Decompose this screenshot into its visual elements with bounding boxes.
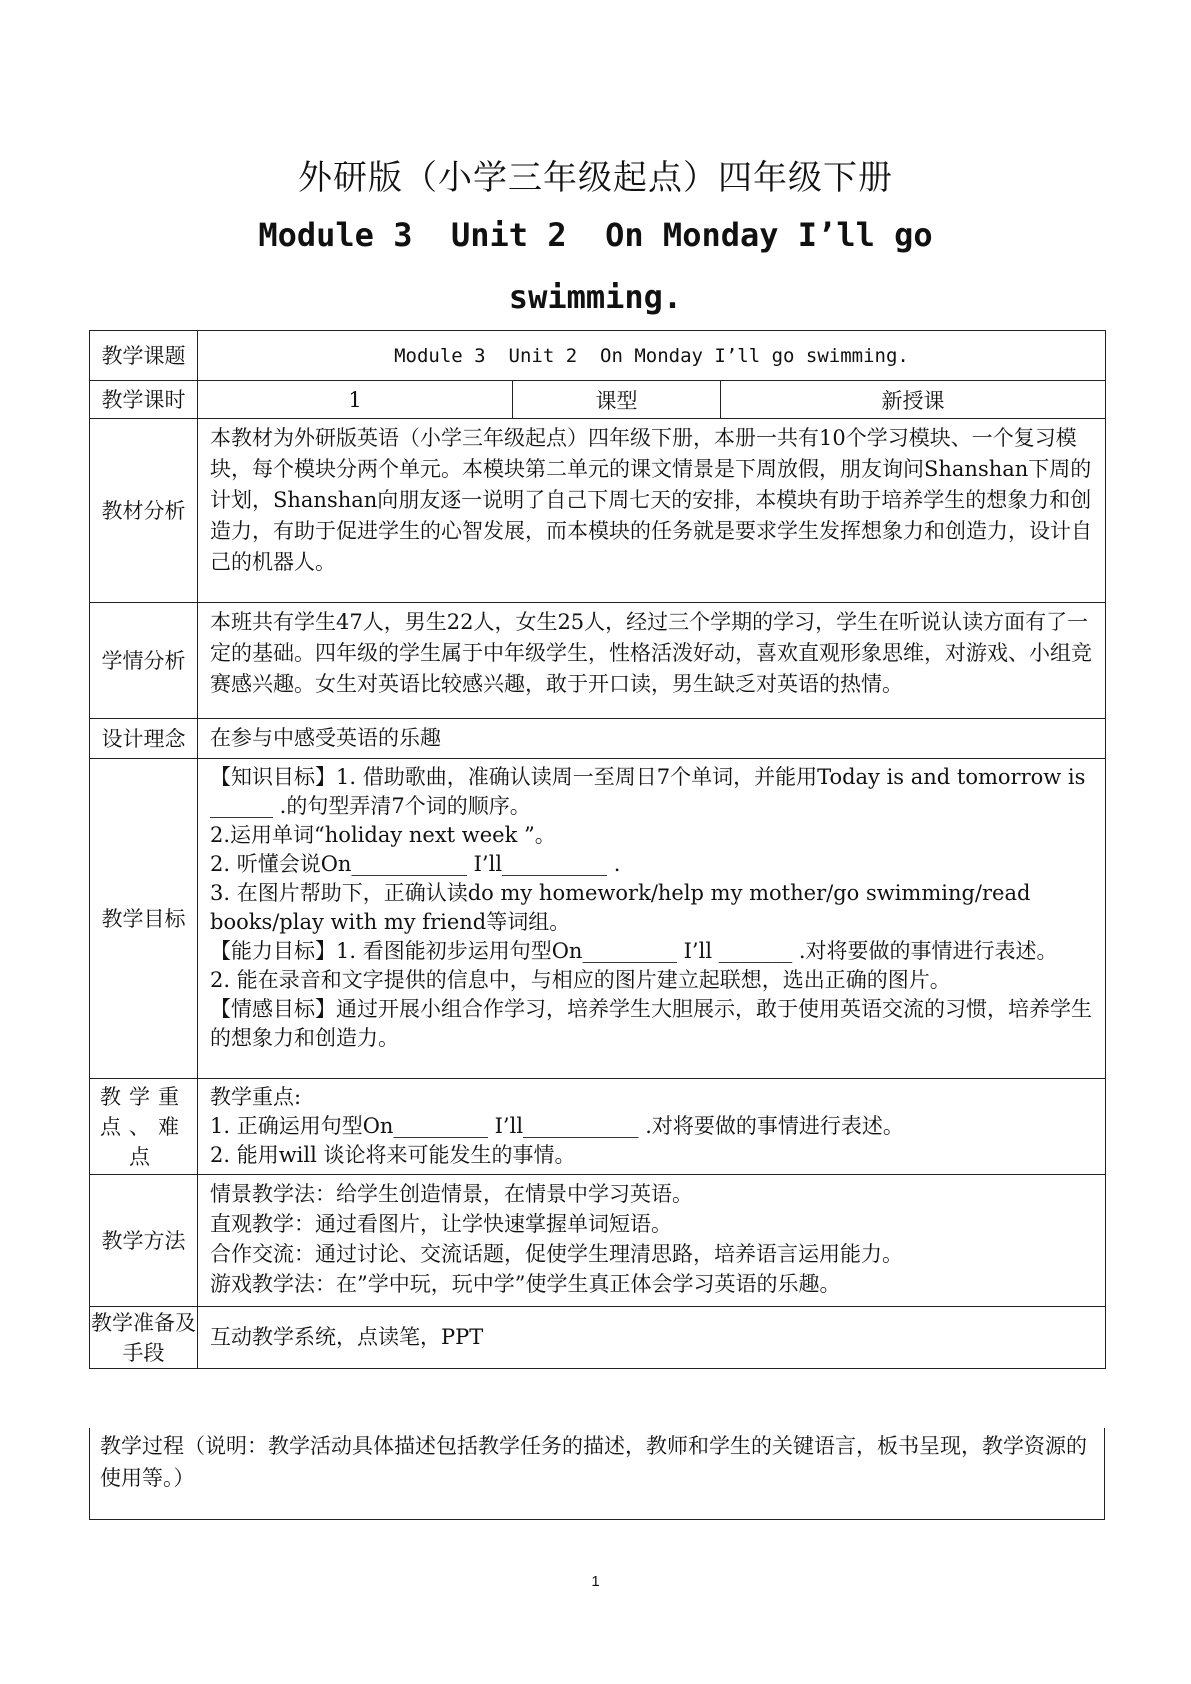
material-analysis-label: 教材分析 <box>90 419 198 603</box>
lesson-type-value: 新授课 <box>721 381 1106 419</box>
row-concept <box>90 719 1106 759</box>
teaching-preparation-label: 教学准备及手段 <box>90 1307 198 1369</box>
goal-line: 2. 能在录音和文字提供的信息中，与相应的图片建立起联想，选出正确的图片。 <box>210 968 951 992</box>
keypoint-line: 2. 能用will 谈论将来可能发生的事情。 <box>210 1143 576 1167</box>
document-title-english-line1: Module 3 Unit 2 On Monday I’ll go <box>258 216 933 254</box>
topic-value: Module 3 Unit 2 On Monday I’ll go swimming. <box>198 331 1106 381</box>
goal-line: 【知识目标】1. 借助歌曲，准确认读周一至周日7个单词，并能用Today is and tomorrow is ______ .的句型弄清7个词的顺序。 <box>210 765 1086 818</box>
document-title-chinese: 外研版（小学三年级起点）四年级下册 <box>298 158 893 198</box>
design-concept-label: 设计理念 <box>90 719 198 759</box>
page-number: 1 <box>591 1573 600 1590</box>
teaching-goals-label: 教学目标 <box>90 759 198 1079</box>
goal-line: 【能力目标】1. 看图能初步运用句型On_________ I’ll _______ .对将要做的事情进行表述。 <box>210 939 1058 963</box>
key-difficult-points-text <box>198 1079 1106 1175</box>
row-students <box>90 603 1106 719</box>
teaching-process-text: 教学过程（说明：教学活动具体描述包括教学任务的描述，教师和学生的关键语言，板书呈现，教学资源的使用等。） <box>100 1434 1087 1490</box>
teaching-methods-label: 教学方法 <box>90 1175 198 1307</box>
method-line: 游戏教学法：在”学中玩，玩中学”使学生真正体会学习英语的乐趣。 <box>210 1272 841 1296</box>
material-analysis-text: 本教材为外研版英语（小学三年级起点）四年级下册，本册一共有10个学习模块、一个复习模块，每个模块分两个单元。本模块第二单元的课文情景是下周放假，朋友询问Shanshan下周的计划，Shanshan向朋友逐一说明了自己下周七天的安排，本模块有助于培养学生的想象力和创造力，有助于促进学生的心智发展，而本模块的任务就是要求学生发挥想象力和创造力，设计自己的机器人。 <box>198 419 1106 603</box>
goal-line: 【情感目标】通过开展小组合作学习，培养学生大胆展示，敢于使用英语交流的习惯，培养学生的想象力和创造力。 <box>210 997 1092 1050</box>
row-keypoints <box>90 1079 1106 1175</box>
lesson-plan-table <box>89 330 1106 1369</box>
lesson-type-label: 课型 <box>513 381 721 419</box>
keypoint-line: 1. 正确运用句型On_________ I’ll___________ .对将要做的事情进行表述。 <box>210 1114 904 1138</box>
period-label: 教学课时 <box>90 381 198 419</box>
row-topic <box>90 331 1106 381</box>
row-period <box>90 381 1106 419</box>
teaching-preparation-text: 互动教学系统，点读笔，PPT <box>198 1307 1106 1369</box>
method-line: 合作交流：通过讨论、交流话题，促使学生理清思路，培养语言运用能力。 <box>210 1242 903 1266</box>
student-analysis-text: 本班共有学生47人，男生22人，女生25人，经过三个学期的学习，学生在听说认读方面有了一定的基础。四年级的学生属于中年级学生，性格活泼好动，喜欢直观形象思维，对游戏、小组竞赛感兴趣。女生对英语比较感兴趣，敢于开口读，男生缺乏对英语的热情。 <box>198 603 1106 719</box>
method-line: 直观教学：通过看图片，让学快速掌握单词短语。 <box>210 1212 672 1236</box>
row-preparation <box>90 1307 1106 1369</box>
topic-label: 教学课题 <box>90 331 198 381</box>
goal-line: 2. 听懂会说On___________ I’ll__________ . <box>210 852 621 876</box>
key-difficult-points-label: 教学重点、难点 <box>90 1079 198 1175</box>
design-concept-text: 在参与中感受英语的乐趣 <box>198 719 1106 759</box>
teaching-methods-text <box>198 1175 1106 1307</box>
teaching-process-box <box>89 1428 1105 1520</box>
row-material <box>90 419 1106 603</box>
student-analysis-label: 学情分析 <box>90 603 198 719</box>
keypoint-line: 教学重点: <box>210 1085 302 1109</box>
method-line: 情景教学法：给学生创造情景，在情景中学习英语。 <box>210 1182 693 1206</box>
goal-line: 2.运用单词“holiday next week ”。 <box>210 823 556 847</box>
teaching-goals-text <box>198 759 1106 1079</box>
goal-line: 3. 在图片帮助下，正确认读do my homework/help my mother/go swimming/read books/play with my friend等词组。 <box>210 881 1031 934</box>
row-methods <box>90 1175 1106 1307</box>
period-value: 1 <box>198 381 513 419</box>
document-title-english-line2: swimming. <box>508 278 683 316</box>
row-goals <box>90 759 1106 1079</box>
